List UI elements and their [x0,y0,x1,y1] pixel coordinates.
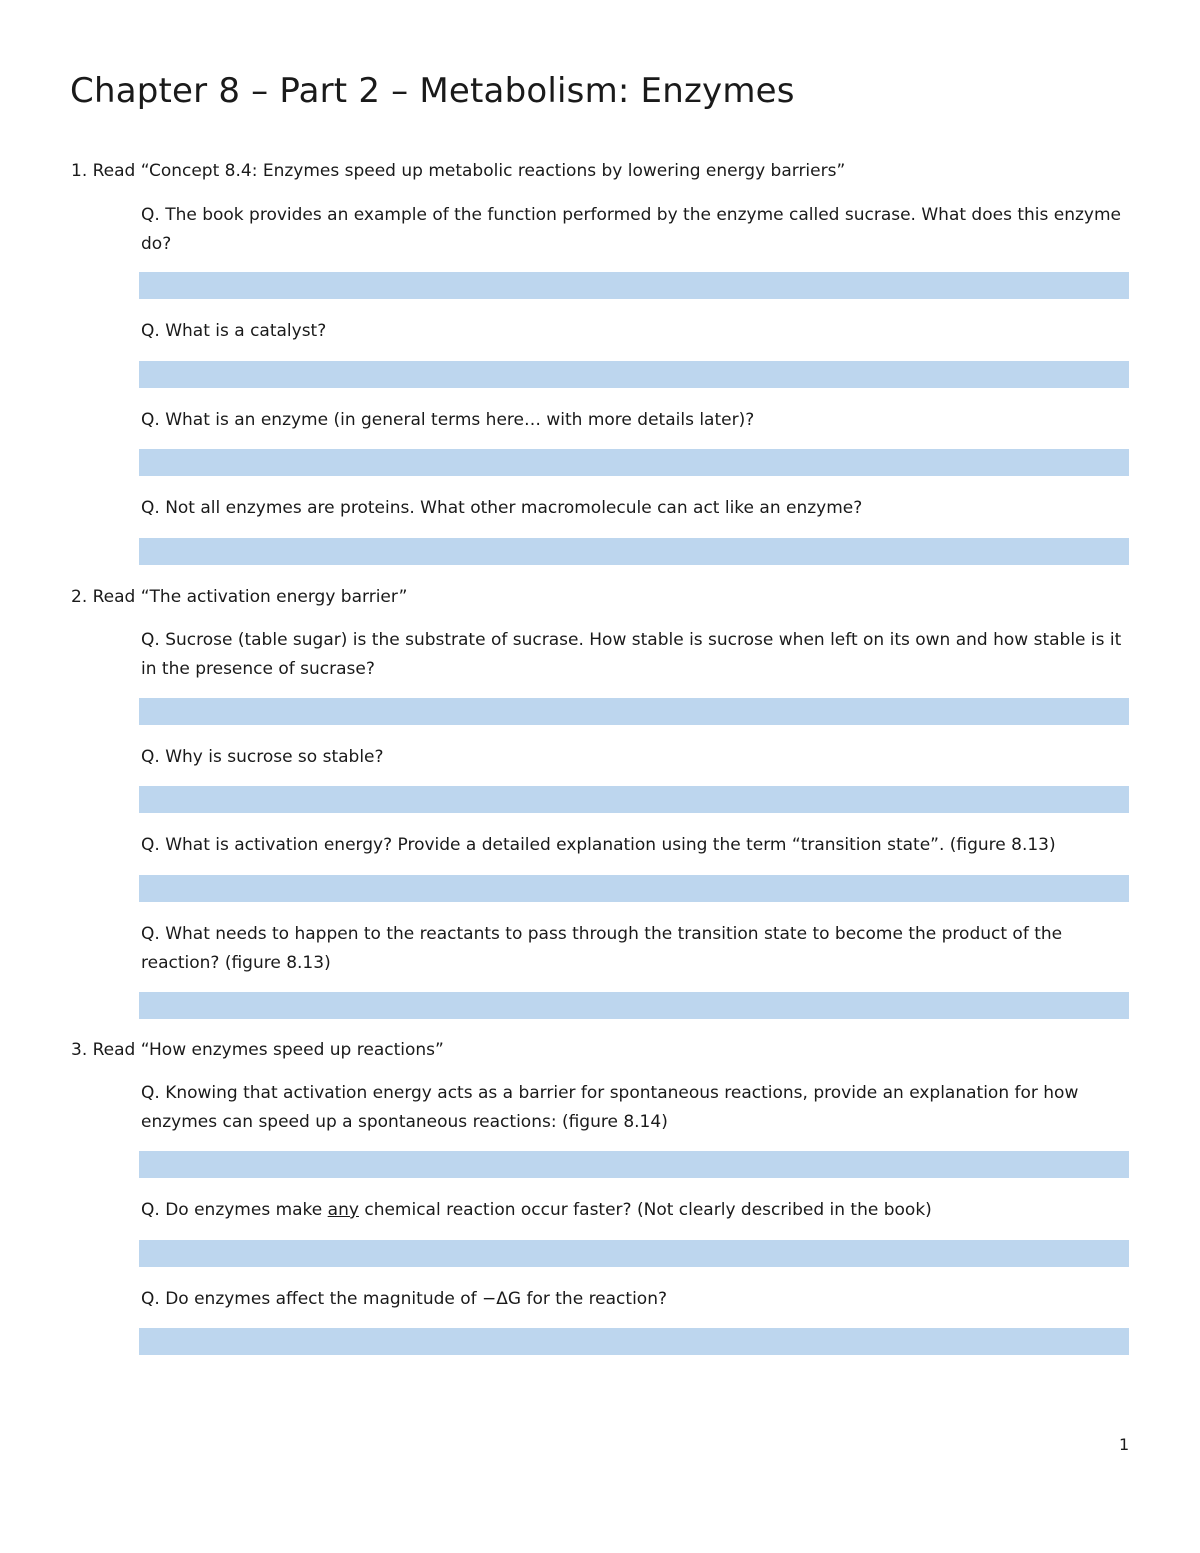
page-number: 1 [1119,1435,1130,1454]
question-text-part: chemical reaction occur faster? (Not clearly described in the book) [358,1200,932,1220]
answer-field[interactable] [139,698,1129,725]
emphasis-underline: any [327,1200,359,1220]
question-text [141,1196,1131,1225]
answer-field[interactable] [139,361,1129,388]
answer-field[interactable] [139,272,1129,299]
page-title: Chapter 8 – Part 2 – Metabolism: Enzymes [70,71,795,111]
answer-field[interactable] [139,1328,1129,1355]
answer-field[interactable] [139,449,1129,476]
question-text: Q. What is an enzyme (in general terms here… with more details later)? [141,410,755,430]
question-text: Q. Sucrose (table sugar) is the substrate of sucrase. How stable is sucrose when left on its own and how stable is it in the presence of sucrase? [141,630,1122,679]
section-heading: 3. Read “How enzymes speed up reactions” [71,1040,444,1060]
question-text: Q. What is activation energy? Provide a detailed explanation using the term “transition state”. (figure 8.13) [141,835,1056,855]
answer-field[interactable] [139,1151,1129,1178]
answer-field[interactable] [139,1240,1129,1267]
question-text: Q. Do enzymes affect the magnitude of −ΔG for the reaction? [141,1289,667,1309]
question-text: Q. What is a catalyst? [141,321,327,341]
question-text: Q. Not all enzymes are proteins. What other macromolecule can act like an enzyme? [141,498,863,518]
answer-field[interactable] [139,538,1129,565]
answer-field[interactable] [139,992,1129,1019]
question-text: Q. Why is sucrose so stable? [141,747,384,767]
question-text: Q. Knowing that activation energy acts as a barrier for spontaneous reactions, provide an explanation for how enzymes can speed up a spontaneous reactions: (figure 8.14) [141,1083,1079,1132]
section-heading: 2. Read “The activation energy barrier” [71,587,408,607]
answer-field[interactable] [139,786,1129,813]
section-heading: 1. Read “Concept 8.4: Enzymes speed up metabolic reactions by lowering energy barriers” [71,161,846,181]
question-text: Q. What needs to happen to the reactants to pass through the transition state to become the product of the reaction? (figure 8.13) [141,924,1063,973]
question-text-part: Q. Do enzymes make [141,1200,328,1220]
answer-field[interactable] [139,875,1129,902]
question-text: Q. The book provides an example of the function performed by the enzyme called sucrase. What does this enzyme do? [141,205,1122,254]
